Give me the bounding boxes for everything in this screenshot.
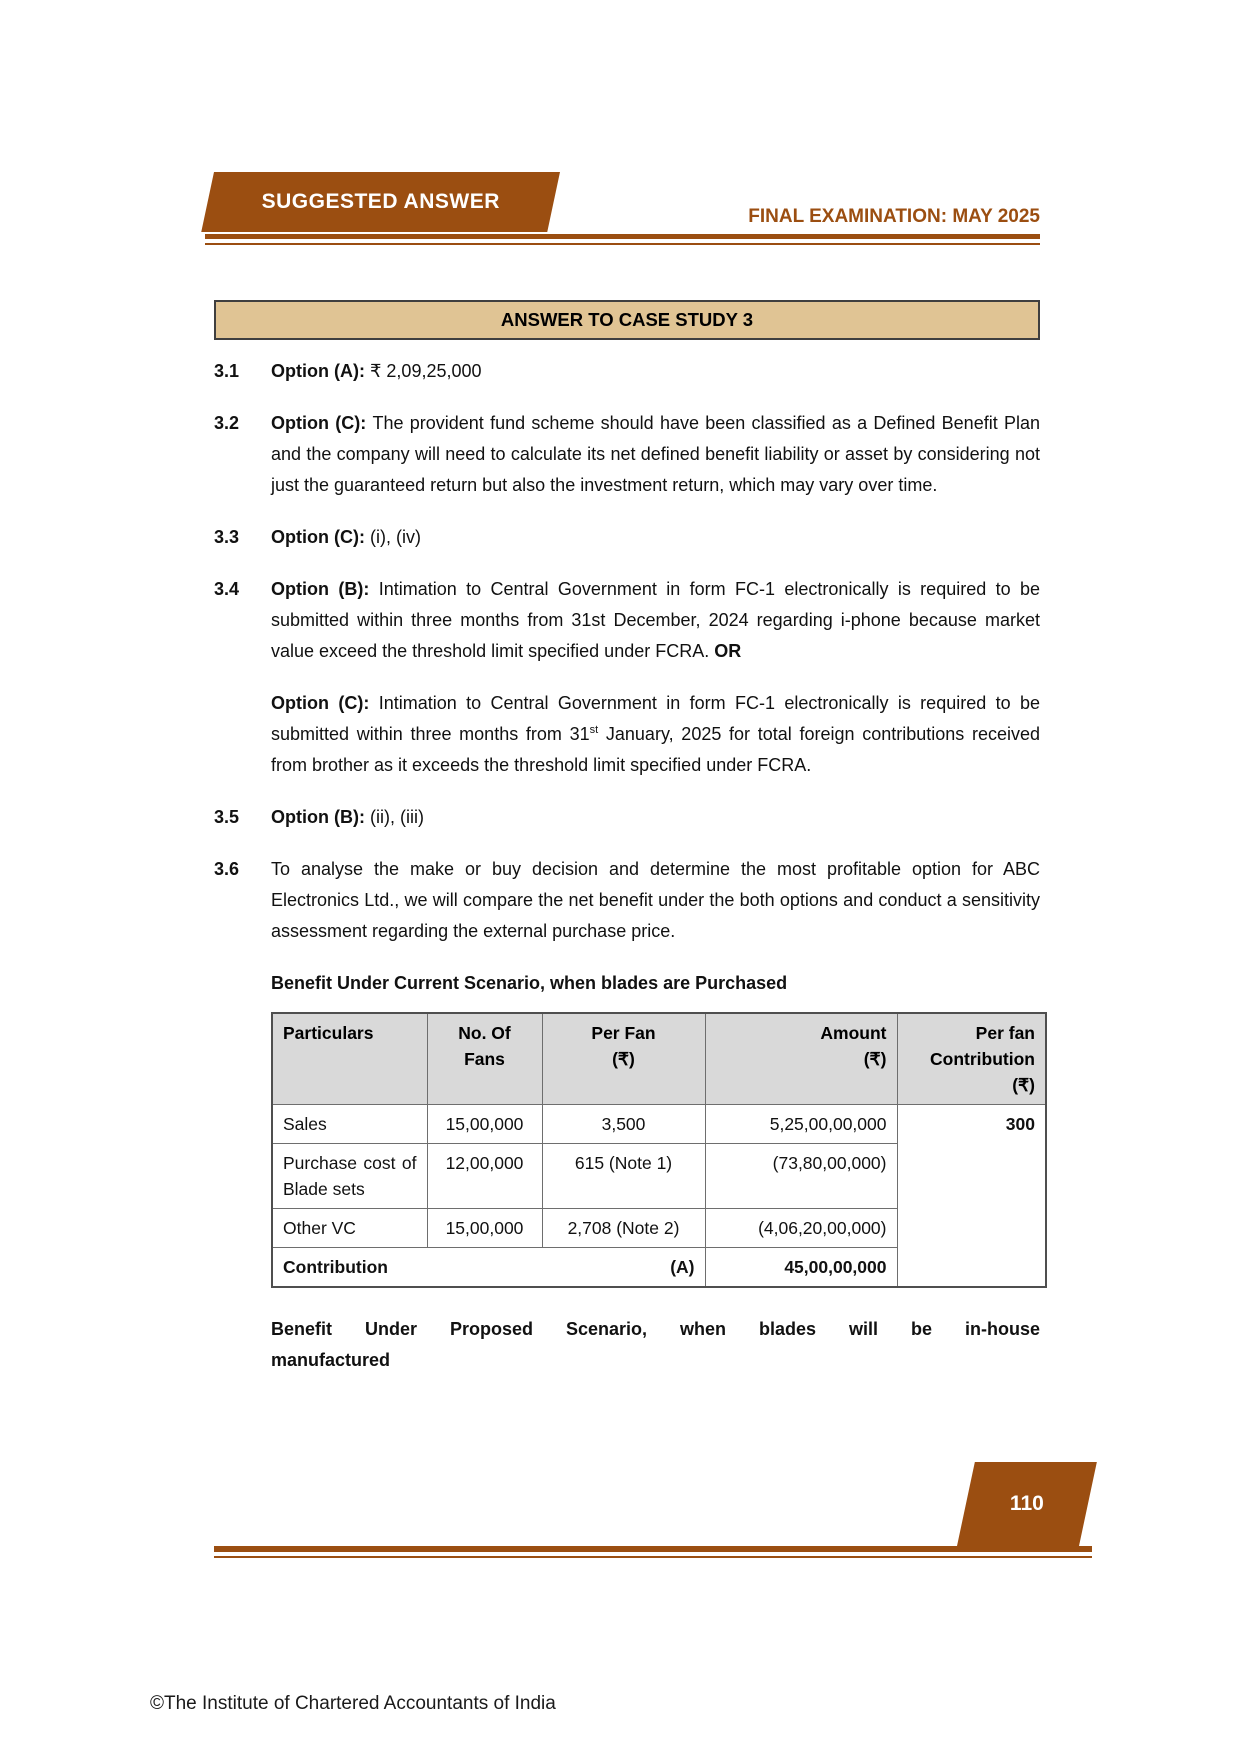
answer-item-3-6	[214, 854, 1040, 947]
cell-contribution-amount: 45,00,00,000	[705, 1248, 897, 1288]
proposed-heading-line1: Benefit Under Proposed Scenario, when blades will be in-house	[271, 1319, 1040, 1339]
col-header-per-fan-contribution: Per fan Contribution (₹)	[897, 1013, 1046, 1105]
table-row-sales	[272, 1105, 1046, 1144]
answer-text: Option (A): ₹ 2,09,25,000	[271, 361, 482, 381]
contribution-label: Contribution	[283, 1257, 388, 1277]
answer-number: 3.5	[214, 807, 240, 827]
answer-number	[214, 688, 271, 781]
contribution-ref: (A)	[670, 1257, 695, 1277]
cell-particulars: Other VC	[272, 1209, 427, 1248]
copyright-text: ©The Institute of Chartered Accountants of India	[150, 1693, 556, 1714]
col-header-per-fan: Per Fan (₹)	[542, 1013, 705, 1105]
answer-item-3-5	[214, 802, 1040, 833]
cell-fans: 15,00,000	[427, 1105, 542, 1144]
cell-per-fan: 2,708 (Note 2)	[542, 1209, 705, 1248]
cell-per-fan: 615 (Note 1)	[542, 1144, 705, 1209]
answer-text: Option (C): The provident fund scheme should have been classified as a Defined Benefit Plan and the company will need to calculate its net defined benefit liability or asset by considering not just the guaranteed return but also the investment return, which may vary over time.	[271, 413, 1040, 495]
benefit-current-scenario-table	[271, 1012, 1047, 1288]
answer-number: 3.2	[214, 413, 240, 433]
answer-item-3-3	[214, 522, 1040, 553]
proposed-heading-line2: manufactured	[271, 1350, 391, 1370]
answer-text: Option (B): Intimation to Central Government in form FC-1 electronically is required to be submitted within three months from 31st December, 2024 regarding i-phone because market value exceed the threshold limit specified under FCRA. OR	[271, 579, 1040, 661]
exam-title: FINAL EXAMINATION: MAY 2025	[748, 206, 1040, 227]
page-number-box	[957, 1462, 1097, 1546]
answer-text: Option (C): Intimation to Central Government in form FC-1 electronically is required to be submitted within three months from 31st January, 2025 for total foreign contributions received from brother as it exceeds the threshold limit specified under FCRA.	[271, 693, 1041, 775]
case-study-title-bar: ANSWER TO CASE STUDY 3	[214, 300, 1040, 340]
cell-fans: 12,00,000	[427, 1144, 542, 1209]
banner-label: SUGGESTED ANSWER	[261, 190, 500, 213]
cell-amount: (4,06,20,00,000)	[705, 1209, 897, 1248]
answer-number: 3.4	[214, 579, 240, 599]
answer-item-3-2	[214, 408, 1040, 501]
cell-particulars: Purchase cost of Blade sets	[272, 1144, 427, 1209]
answer-number: 3.1	[214, 361, 240, 381]
footer-rule-thin	[214, 1556, 1092, 1558]
proposed-scenario-heading	[271, 1314, 1040, 1376]
cell-contribution-label	[272, 1248, 705, 1288]
answer-number: 3.6	[214, 859, 240, 879]
cell-amount: (73,80,00,000)	[705, 1144, 897, 1209]
answer-item-3-4	[214, 574, 1040, 667]
answer-item-3-1	[214, 356, 1040, 387]
cell-per-fan-contribution: 300	[897, 1105, 1046, 1288]
answer-text: Option (B): (ii), (iii)	[271, 807, 424, 827]
header-rule-thick	[205, 234, 1040, 239]
current-scenario-heading: Benefit Under Current Scenario, when blades are Purchased	[271, 973, 788, 993]
page-number: 110	[1009, 1492, 1044, 1515]
answer-text: Option (C): (i), (iv)	[271, 527, 421, 547]
cell-fans: 15,00,000	[427, 1209, 542, 1248]
col-header-no-of-fans: No. Of Fans	[427, 1013, 542, 1105]
cell-per-fan: 3,500	[542, 1105, 705, 1144]
header-rule-thin	[205, 243, 1040, 245]
footer-rule-thick	[214, 1546, 1092, 1552]
answer-text: To analyse the make or buy decision and determine the most profitable option for ABC Electronics Ltd., we will compare the net benefit under the both options and conduct a sensitivity assessment regarding the external purchase price.	[271, 859, 1040, 941]
table-header-row	[272, 1013, 1046, 1105]
answer-number: 3.3	[214, 527, 240, 547]
cell-amount: 5,25,00,00,000	[705, 1105, 897, 1144]
col-header-amount: Amount (₹)	[705, 1013, 897, 1105]
answers-list	[214, 356, 1040, 947]
answer-item-3-4-option-c	[214, 688, 1040, 781]
col-header-particulars: Particulars	[272, 1013, 427, 1105]
cell-particulars: Sales	[272, 1105, 427, 1144]
content-area	[214, 300, 1040, 1376]
